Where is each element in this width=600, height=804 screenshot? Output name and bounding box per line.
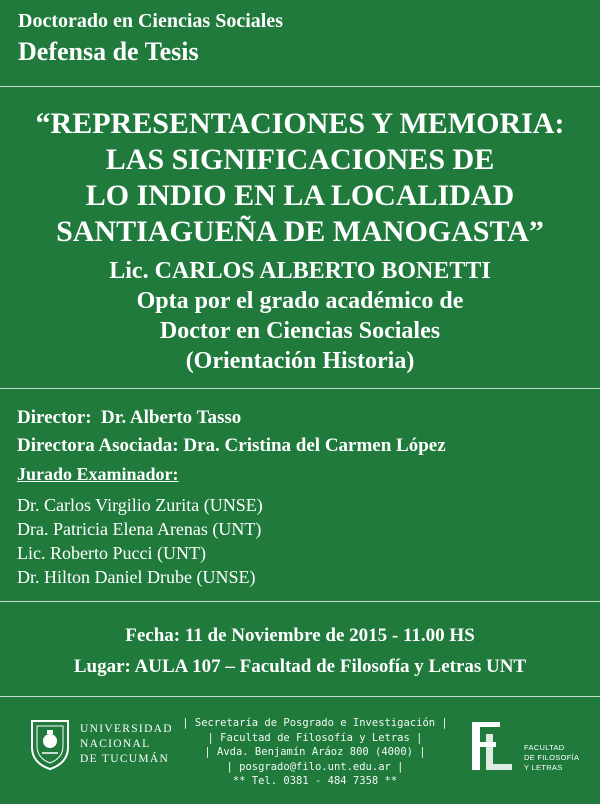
- university-name-line: NACIONAL: [80, 738, 151, 750]
- university-seal-icon: [28, 717, 72, 771]
- jury-heading: Jurado Examinador:: [17, 464, 179, 484]
- event-place: Lugar: AULA 107 – Facultad de Filosofía y Letras UNT: [73, 656, 527, 677]
- thesis-title: [0, 106, 600, 250]
- assoc-director-name: Dra. Cristina del Carmen López: [183, 435, 446, 456]
- university-name: [80, 722, 173, 767]
- assoc-director-line: [17, 435, 446, 457]
- candidate-name: Lic. CARLOS ALBERTO BONETTI: [109, 258, 491, 284]
- thesis-title-line: LAS SIGNIFICACIONES DE: [105, 143, 495, 176]
- program-name: Doctorado en Ciencias Sociales: [18, 10, 283, 32]
- faculty-name-line: Y LETRAS: [524, 763, 563, 772]
- thesis-title-line: “REPRESENTACIONES Y MEMORIA:: [35, 107, 565, 140]
- faculty-name-line: DE FILOSOFÍA: [524, 753, 580, 762]
- divider: [0, 696, 600, 697]
- university-name-line: DE TUCUMÁN: [80, 753, 170, 765]
- director-name: Dr. Alberto Tasso: [101, 407, 242, 428]
- jury-member: Dr. Carlos Virgilio Zurita (UNSE): [17, 495, 263, 515]
- university-name-line: UNIVERSIDAD: [80, 723, 173, 735]
- faculty-logo-icon: [466, 716, 518, 776]
- degree-line: (Orientación Historia): [185, 348, 415, 374]
- director-line: [17, 407, 241, 429]
- divider: [0, 86, 600, 87]
- candidate-block: [0, 256, 600, 376]
- event-title: Defensa de Tesis: [18, 37, 199, 66]
- jury-member: Dra. Patricia Elena Arenas (UNT): [17, 519, 262, 539]
- divider: [0, 601, 600, 602]
- contact-block: [170, 716, 460, 789]
- event-date: Fecha: 11 de Noviembre de 2015 - 11.00 HS: [125, 625, 475, 646]
- thesis-title-line: SANTIAGUEÑA DE MANOGASTA”: [56, 215, 544, 248]
- jury-member: Lic. Roberto Pucci (UNT): [17, 543, 206, 563]
- contact-email: | posgrado@filo.unt.edu.ar |: [226, 760, 404, 773]
- jury-member: Dr. Hilton Daniel Drube (UNSE): [17, 567, 256, 587]
- director-label: Director:: [17, 407, 92, 428]
- degree-line: Doctor en Ciencias Sociales: [159, 318, 441, 344]
- contact-line: | Avda. Benjamín Aráoz 800 (4000) |: [204, 746, 426, 759]
- assoc-director-label: Directora Asociada:: [17, 435, 179, 456]
- faculty-name-line: FACULTAD: [524, 743, 565, 752]
- degree-line: Opta por el grado académico de: [136, 288, 464, 314]
- contact-line: | Secretaría de Posgrado e Investigación |: [182, 717, 448, 729]
- faculty-name: [524, 743, 579, 773]
- contact-line: | Facultad de Filosofía y Letras |: [207, 731, 423, 744]
- contact-phone: ** Tel. 0381 - 484 7358 **: [232, 775, 398, 788]
- thesis-title-line: LO INDIO EN LA LOCALIDAD: [85, 179, 515, 212]
- divider: [0, 388, 600, 389]
